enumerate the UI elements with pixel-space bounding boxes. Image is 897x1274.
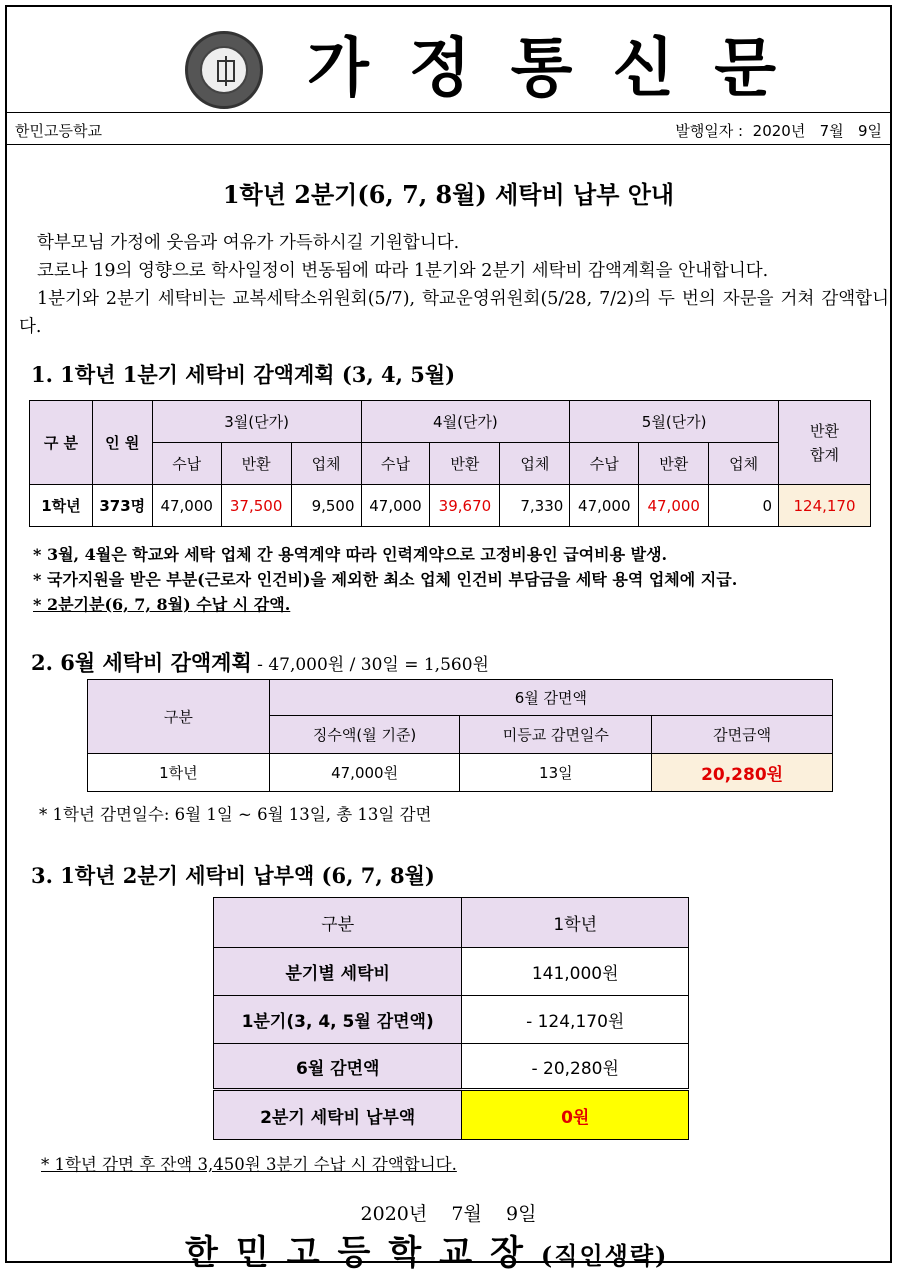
- header-total: 반환 합계: [779, 401, 871, 485]
- row-value: - 124,170원: [462, 996, 689, 1044]
- section2-note: * 1학년 감면일수: 6월 1일 ~ 6월 13일, 총 13일 감면: [39, 805, 432, 824]
- school-emblem-logo: [185, 31, 263, 109]
- row-label: 6월 감면액: [214, 1044, 462, 1090]
- seal-note: (직인생략): [540, 1241, 669, 1270]
- section3-note: * 1학년 감면 후 잔액 3,450원 3분기 수납 시 감액합니다.: [41, 1155, 457, 1174]
- header-april: 4월(단가): [361, 401, 570, 443]
- newsletter-page: [5, 5, 892, 1273]
- row-value: - 20,280원: [462, 1044, 689, 1090]
- header-collect: 수납: [361, 443, 430, 485]
- cell-category: 1학년: [30, 485, 93, 527]
- table-row: [30, 485, 871, 527]
- table-row: [214, 948, 689, 996]
- section2-title: [31, 647, 489, 677]
- header-refund: 반환: [221, 443, 291, 485]
- section2-table: [87, 679, 833, 792]
- row-label: 분기별 세탁비: [214, 948, 462, 996]
- header-grade: 1학년: [462, 898, 689, 948]
- row-value: 0원: [462, 1090, 689, 1140]
- header-days: 미등교 감면일수: [460, 716, 652, 754]
- school-name: 한민고등학교: [15, 122, 102, 140]
- cell-vendor: 7,330: [500, 485, 570, 527]
- header-collect: 수납: [152, 443, 221, 485]
- section3-table: [213, 897, 689, 1140]
- header-may: 5월(단가): [570, 401, 779, 443]
- note-line: * 3월, 4월은 학교와 세탁 업체 간 용역계약 따라 인력계약으로 고정비용인 급여비용 발생.: [33, 545, 668, 564]
- signer-name: 한민고등학교장: [185, 1233, 541, 1273]
- main-title: 가정통신문: [307, 31, 817, 106]
- intro-line: 학부모님 가정에 웃음과 여유가 가득하시길 기원합니다.: [37, 233, 460, 253]
- cell-count: 373명: [92, 485, 152, 527]
- cell-vendor: 0: [709, 485, 779, 527]
- cell-vendor: 9,500: [291, 485, 361, 527]
- table-row: [214, 1044, 689, 1090]
- table-row: [88, 754, 833, 792]
- header-category: 구분: [214, 898, 462, 948]
- table-row: [214, 996, 689, 1044]
- cell-collect: 47,000: [152, 485, 221, 527]
- cell-category: 1학년: [88, 754, 270, 792]
- header-count: 인 원: [92, 401, 152, 485]
- header-refund: 반환: [430, 443, 500, 485]
- section2-title-text: 2. 6월 세탁비 감액계획: [31, 650, 252, 675]
- cell-refund: 39,670: [430, 485, 500, 527]
- cell-collect: 47,000: [570, 485, 639, 527]
- row-label: 2분기 세탁비 납부액: [214, 1090, 462, 1140]
- intro-text: [19, 229, 889, 341]
- row-label: 1분기(3, 4, 5월 감면액): [214, 996, 462, 1044]
- header-collect: 수납: [570, 443, 639, 485]
- header: [7, 7, 890, 113]
- footer-date: 2020년 7월 9일: [360, 1203, 537, 1225]
- header-june-group: 6월 감면액: [269, 680, 832, 716]
- header-amount: 감면금액: [652, 716, 833, 754]
- header-category: 구분: [88, 680, 270, 754]
- cell-refund: 47,000: [639, 485, 709, 527]
- cell-base: 47,000원: [269, 754, 460, 792]
- header-vendor: 업체: [291, 443, 361, 485]
- intro-line: 코로나 19의 영향으로 학사일정이 변동됨에 따라 1분기와 2분기 세탁비 감액계획을 안내합니다.: [37, 261, 769, 281]
- section3-title: 3. 1학년 2분기 세탁비 납부액 (6, 7, 8월): [31, 863, 435, 888]
- section1-notes: [33, 542, 737, 617]
- table-row: [214, 1090, 689, 1140]
- header-base: 징수액(월 기준): [269, 716, 460, 754]
- note-line: * 국가지원을 받은 부분(근로자 인건비)을 제외한 최소 업체 인건비 부담금을 세탁 용역 업체에 지급.: [33, 570, 738, 589]
- cell-total: 124,170: [779, 485, 871, 527]
- cell-days: 13일: [460, 754, 652, 792]
- document-title: 1학년 2분기(6, 7, 8월) 세탁비 납부 안내: [222, 180, 675, 209]
- cell-collect: 47,000: [361, 485, 430, 527]
- header-category: 구 분: [30, 401, 93, 485]
- section2-formula: - 47,000원 / 30일 = 1,560원: [251, 655, 489, 675]
- intro-line: 1분기와 2분기 세탁비는 교복세탁소위원회(5/7), 학교운영위원회(5/28, 7/2)의 두 번의 자문을 거쳐 감액합니다.: [19, 289, 889, 337]
- header-refund: 반환: [639, 443, 709, 485]
- cell-amount: 20,280원: [652, 754, 833, 792]
- info-bar: [7, 113, 890, 145]
- section1-title: 1. 1학년 1분기 세탁비 감액계획 (3, 4, 5월): [31, 362, 456, 387]
- cell-refund: 37,500: [221, 485, 291, 527]
- footer-signature: [185, 1225, 668, 1274]
- header-vendor: 업체: [500, 443, 570, 485]
- publish-date: 발행일자 : 2020년 7월 9일: [675, 122, 882, 140]
- section1-table: [29, 400, 871, 527]
- row-value: 141,000원: [462, 948, 689, 996]
- header-march: 3월(단가): [152, 401, 361, 443]
- header-vendor: 업체: [709, 443, 779, 485]
- note-line: * 2분기분(6, 7, 8월) 수납 시 감액.: [33, 595, 291, 614]
